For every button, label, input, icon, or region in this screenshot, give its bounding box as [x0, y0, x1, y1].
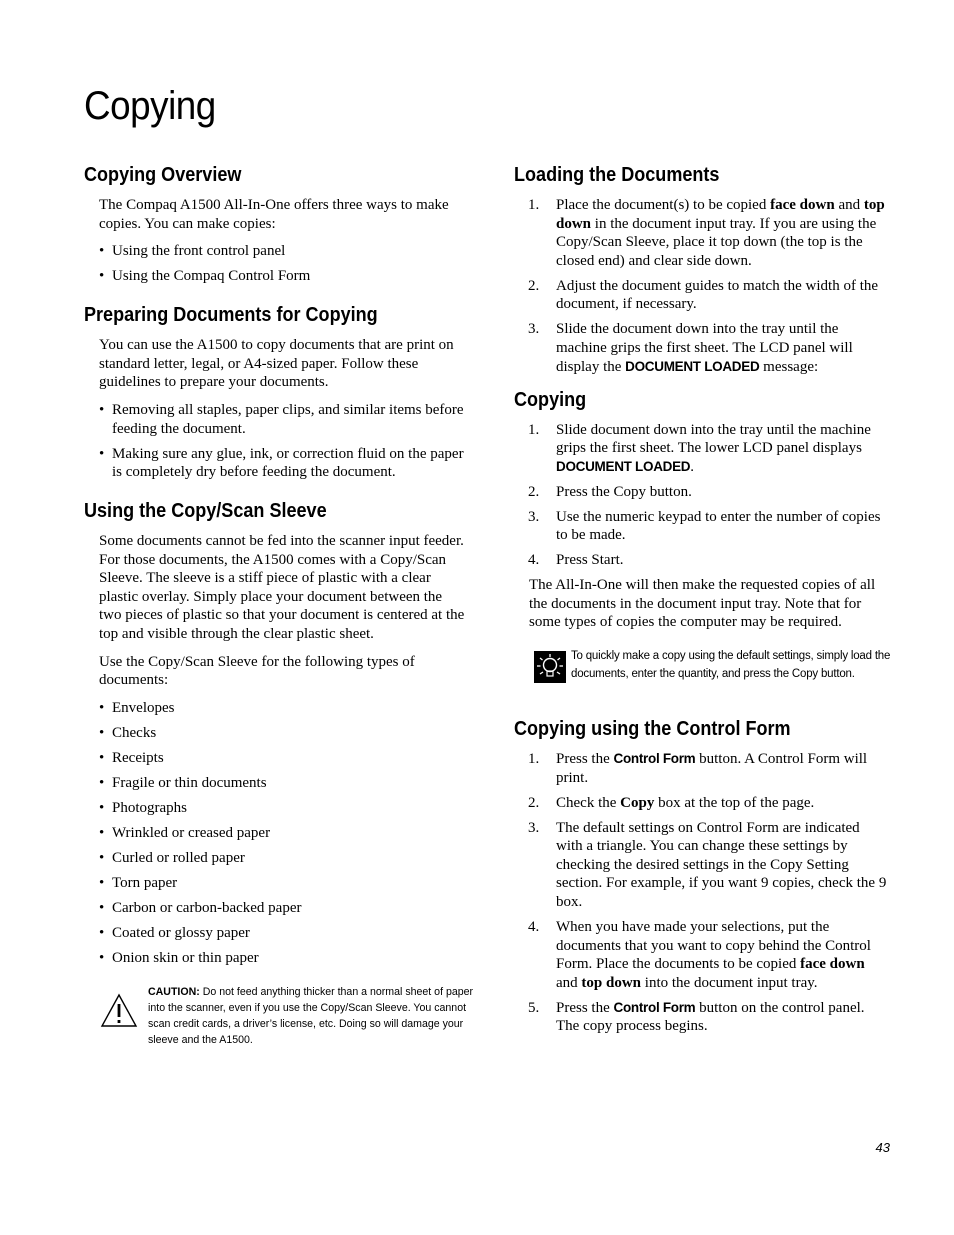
control-form-button-label: Control Form	[613, 751, 696, 767]
list-item: • Fragile or thin documents	[99, 774, 468, 793]
section-loading-documents	[514, 162, 890, 376]
section-copying-overview	[84, 162, 468, 286]
lightbulb-icon	[534, 651, 566, 683]
lcd-message: DOCUMENT LOADED	[556, 458, 691, 474]
list-item: • Onion skin or thin paper	[99, 949, 468, 968]
heading-copy-scan-sleeve: Using the Copy/Scan Sleeve	[84, 499, 327, 523]
overview-intro: The Compaq A1500 All-In-One offers three ways to make copies. You can make copies:	[99, 197, 449, 232]
heading-copying: Copying	[514, 387, 587, 411]
warning-icon	[100, 993, 138, 1029]
step-item: 5. Press the Control Form button on the control panel. The copy process begins.	[528, 999, 865, 1035]
sleeve-paragraph-2: Use the Copy/Scan Sleeve for the following types of documents:	[99, 653, 415, 689]
copying-steps	[528, 421, 890, 570]
list-item: • Receipts	[99, 749, 468, 768]
loading-steps	[528, 196, 890, 376]
step-item: 3. The default settings on Control Form are indicated with a triangle. You can change these settings by checking the desired settings in the Copy Setting section. For example, if you want 9 copies, check the 9 box.	[528, 819, 887, 910]
right-column	[514, 162, 890, 1042]
lcd-message: DOCUMENT LOADED	[625, 358, 760, 374]
section-control-form	[514, 716, 890, 1036]
caution-text	[148, 985, 478, 1048]
control-form-steps	[528, 750, 890, 1036]
section-copy-scan-sleeve	[84, 498, 474, 1051]
step-item: 2. Adjust the document guides to match the width of the document, if necessary.	[528, 277, 879, 313]
caution-body: Do not feed anything thicker than a normal sheet of paper into the scanner, even if you use the Copy/Scan Sleeve. You cannot scan credit cards, a driver’s license, etc. Doing so will damage your sleeve and the A1500.	[148, 986, 474, 1046]
list-item: • Coated or glossy paper	[99, 924, 468, 943]
overview-list	[99, 242, 468, 286]
step-item: 2. Press the Copy button.	[528, 483, 692, 500]
step-item: 1. Press the Control Form button. A Control Form will print.	[528, 751, 868, 786]
list-item: • Using the Compaq Control Form	[99, 267, 468, 286]
list-item: • Envelopes	[99, 699, 468, 718]
sleeve-list	[99, 699, 468, 967]
tip-note	[534, 648, 890, 700]
preparing-list	[99, 401, 468, 482]
step-item: 3. Use the numeric keypad to enter the number of copies to be made.	[528, 508, 881, 544]
control-form-button-label: Control Form	[613, 999, 696, 1015]
list-item: • Removing all staples, paper clips, and similar items before feeding the document.	[99, 401, 468, 438]
list-item: • Photographs	[99, 799, 468, 818]
list-item: • Carbon or carbon-backed paper	[99, 899, 468, 918]
list-item: • Making sure any glue, ink, or correction fluid on the paper is completely dry before feeding the document.	[99, 445, 468, 482]
page-title: Copying	[84, 84, 216, 128]
sleeve-paragraph-1: Some documents cannot be fed into the scanner input feeder. For those documents, the A1500 comes with a Copy/Scan Sleeve. The sleeve is a stiff piece of plastic with a clear plastic overlay. Simply place your document between the two pieces of plastic so that your document is centered at the top and visible through the clear plastic sheet.	[99, 533, 465, 643]
caution-note	[100, 985, 474, 1051]
heading-preparing-documents: Preparing Documents for Copying	[84, 303, 378, 327]
step-item: 2. Check the Copy box at the top of the page.	[528, 794, 815, 811]
heading-loading-documents: Loading the Documents	[514, 163, 720, 186]
caution-label: CAUTION:	[148, 986, 200, 999]
tip-text: To quickly make a copy using the default settings, simply load the documents, enter the quantity, and press the Copy button.	[571, 650, 891, 680]
step-item: 4. When you have made your selections, put the documents that you want to copy behind the Control Form. Place the documents to be copied face down and top down into the document input tray.	[528, 918, 871, 991]
list-item: • Torn paper	[99, 874, 468, 893]
list-item: • Checks	[99, 724, 468, 743]
step-item: 1. Slide document down into the tray until the machine grips the first sheet. The lower LCD panel displays DOCUMENT LOADED.	[528, 421, 871, 475]
list-item: • Wrinkled or creased paper	[99, 824, 468, 843]
list-item: • Curled or rolled paper	[99, 849, 468, 868]
section-copying	[514, 387, 890, 701]
step-item: 4. Press Start.	[528, 552, 624, 569]
list-item: • Using the front control panel	[99, 242, 468, 261]
preparing-intro: You can use the A1500 to copy documents that are print on standard letter, legal, or A4-sized paper. Follow these guidelines to prepare your documents.	[99, 337, 454, 391]
heading-control-form: Copying using the Control Form	[514, 717, 791, 741]
page-number: 43	[875, 1140, 890, 1155]
step-item: 1. Place the document(s) to be copied face down and top down in the document input tray. If you are using the Copy/Scan Sleeve, place it top down (the top is the closed end) and clear side down.	[528, 197, 885, 269]
section-preparing-documents	[84, 302, 468, 482]
copying-after: The All-In-One will then make the requested copies of all the documents in the document input tray. Note that for some types of copies the computer may be required.	[529, 577, 876, 631]
step-item: 3. Slide the document down into the tray until the machine grips the first sheet. The LCD panel will display the DOCUMENT LOADED message:	[528, 321, 853, 375]
heading-copying-overview: Copying Overview	[84, 163, 242, 186]
left-column	[84, 162, 474, 1051]
